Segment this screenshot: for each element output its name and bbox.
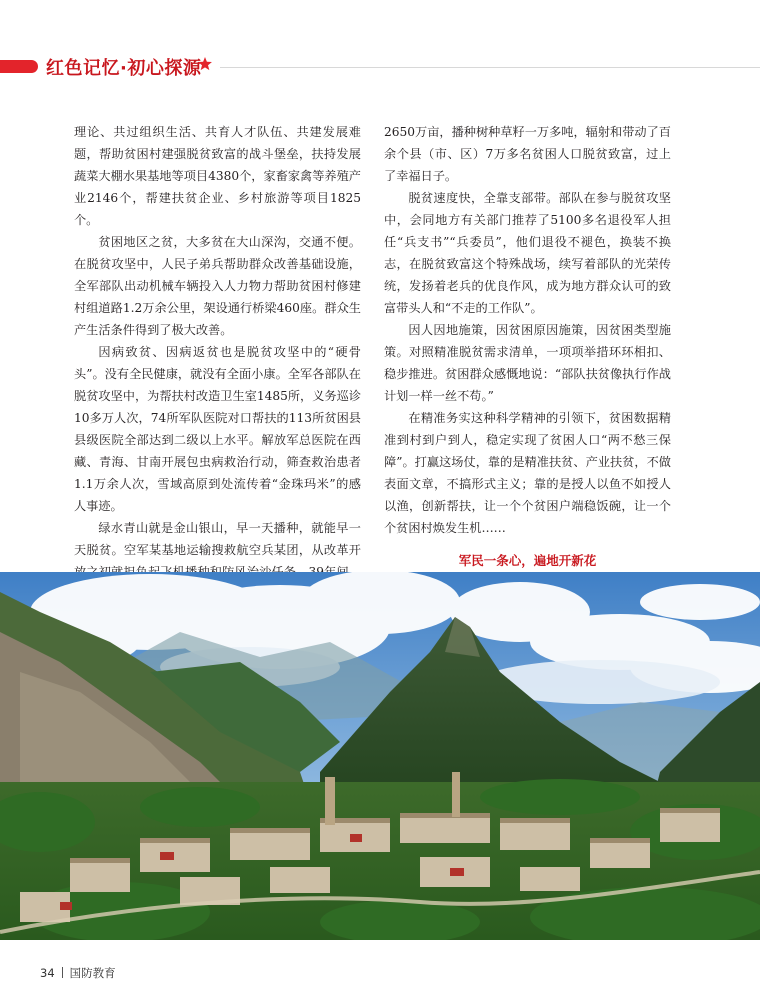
paragraph: 2650万亩，播种树种草籽一万多吨，辐射和带动了百余个县（市、区）7万多名贫困人口脱贫致富，过上了幸福日子。: [384, 125, 671, 183]
paragraph: 贫困地区之贫，大多贫在大山深沟，交通不便。在脱贫攻坚中，人民子弟兵帮助群众改善基础设施，全军部队出动机械车辆投入人力物力帮助贫困村修建村组道路1.2万余公里，架设通行桥梁460座。群众生产生活条件得到了极大改善。: [74, 235, 361, 337]
header-red-bar: [0, 60, 38, 73]
header-rule: [220, 67, 760, 68]
village-landscape-photo: [0, 572, 760, 940]
page-number: 34: [40, 966, 55, 980]
section-subheading: 军民一条心，遍地开新花: [458, 553, 597, 568]
paragraph: 因人因地施策，因贫困原因施策，因贫困类型施策。对照精准脱贫需求清单，一项项举措环环相扣、稳步推进。贫困群众感慨地说：“部队扶贫像执行作战计划一样一丝不苟。”: [384, 323, 671, 403]
paragraph: 脱贫速度快，全靠支部带。部队在参与脱贫攻坚中，会同地方有关部门推荐了5100多名退役军人担任“兵支书”“兵委员”，他们退役不褪色，换装不换志，在脱贫致富这个特殊战场，续写着部队的光荣传统，发扬着老兵的优良作风，成为地方群众认可的致富带头人和“不走的工作队”。: [384, 191, 671, 315]
magazine-name: 国防教育: [69, 966, 116, 980]
paragraph: 因病致贫、因病返贫也是脱贫攻坚中的“硬骨头”。没有全民健康，就没有全面小康。全军各部队在脱贫攻坚中，为帮扶村改造卫生室1485所，义务巡诊10多万人次，74所军队医院对口帮扶的113所贫困县县级医院全部达到二级以上水平。解放军总医院在西藏、青海、甘南开展包虫病救治行动，筛查救治患者1.1万余人次，雪域高原到处流传着“金珠玛米”的感人事迹。: [74, 345, 361, 513]
page-footer: [40, 965, 116, 981]
section-title: 红色记忆·初心探源: [46, 58, 202, 79]
footer-divider: [62, 967, 63, 978]
paragraph: 绿水青山就是金山银山，早一天播种，就能早一天脱贫。空军某基地运输搜救航空兵某团，从改革开: [74, 521, 361, 557]
paragraph: 在精准务实这种科学精神的引领下，贫困数据精准到村到户到人，稳定实现了贫困人口“两不愁三保障”。打赢这场仗，靠的是精准扶贫、产业扶贫，不做表面文章，不搞形式主义；靠的是授人以鱼不如授人以渔，创新帮扶，让一个个贫困户端稳饭碗，让一个个贫困村焕发生机……: [384, 411, 671, 535]
article-column-right: [384, 121, 671, 626]
article-column-left: [74, 121, 361, 649]
paragraph: 理论、共过组织生活、共育人才队伍、共建发展难题，帮助贫困村建强脱贫致富的战斗堡垒，扶持发展蔬菜大棚水果基地等项目4380个，家畜家禽等养殖产业2146个，帮建扶贫企业、乡村旅游等项目1825个。: [74, 125, 361, 227]
star-icon: [197, 56, 213, 72]
section-header: [0, 52, 760, 82]
